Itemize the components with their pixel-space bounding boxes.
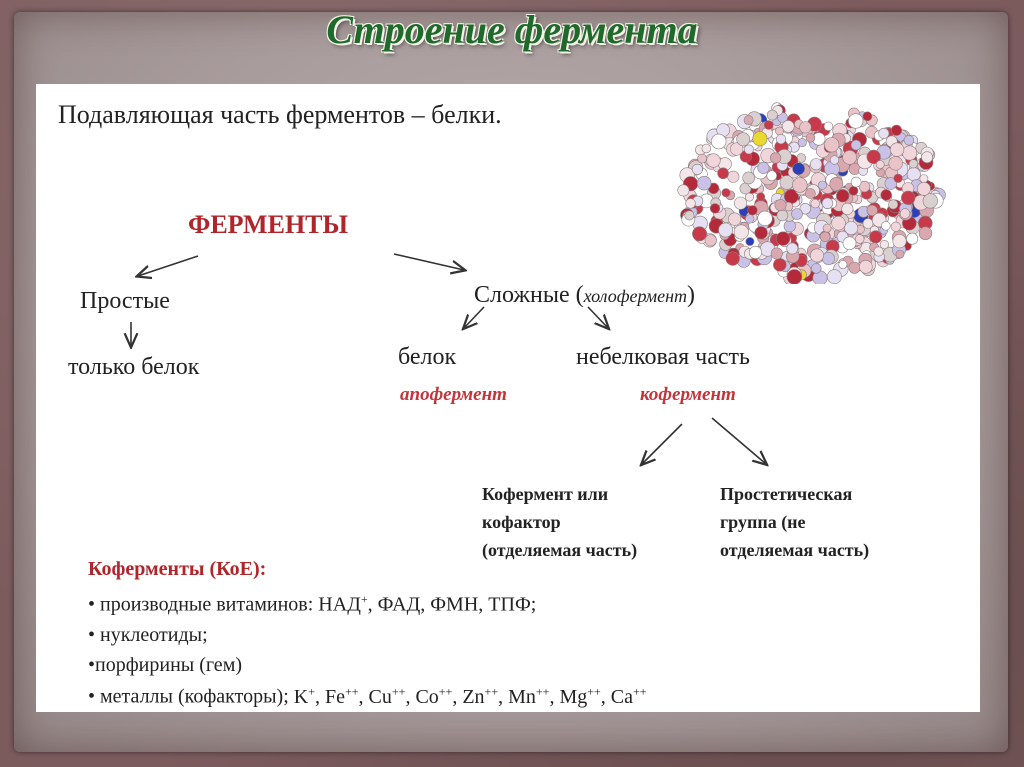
metal-charge: ++	[484, 684, 499, 698]
item1-text-b: , ФАД, ФМН, ТПФ;	[367, 593, 537, 616]
root-node: ФЕРМЕНТЫ	[188, 210, 349, 239]
metal-separator: ,	[498, 685, 509, 708]
metal-separator: ,	[549, 685, 560, 708]
arrow-coenzyme-right	[712, 418, 766, 464]
simple-node: Простые	[80, 288, 170, 314]
protein-node: белок	[398, 344, 457, 370]
metal-symbol: Ca	[610, 685, 633, 708]
metal-charge: ++	[587, 684, 601, 698]
metal-charge: ++	[345, 684, 359, 698]
metal-list	[294, 686, 647, 708]
metal-symbol: Fe	[325, 685, 345, 708]
complex-node	[474, 282, 695, 309]
protein-molecule-image	[672, 94, 950, 284]
branch-right-line: Простетическая	[720, 484, 853, 504]
slide-title: Строение фермента	[326, 7, 698, 52]
nad-charge: +	[360, 592, 368, 606]
metal-charge: ++	[633, 684, 647, 698]
metal-charge: ++	[391, 684, 406, 698]
metal-separator: ,	[600, 685, 611, 708]
metal-symbol: K	[293, 685, 309, 708]
arrow-root-complex	[394, 254, 464, 270]
branch-right-line: группа (не	[720, 512, 806, 532]
coenzyme-item-vitamins	[88, 592, 536, 617]
complex-paren-open: (	[575, 282, 584, 308]
slide-content	[36, 84, 980, 712]
simple-child-node: только белок	[68, 354, 200, 380]
complex-paren-close: )	[687, 282, 696, 308]
arrow-complex-nonprotein	[588, 307, 608, 328]
nonprotein-node: небелковая часть	[576, 344, 750, 370]
item4-prefix: • металлы (кофакторы);	[88, 685, 294, 708]
item1-text-a: • производные витаминов: НАД	[88, 593, 361, 616]
metal-symbol: Cu	[368, 685, 392, 708]
branch-right-line: отделяемая часть)	[720, 540, 870, 560]
branch-right-box	[720, 480, 869, 564]
metal-symbol: Co	[415, 685, 439, 708]
intro-text: Подавляющая часть ферментов – белки.	[58, 100, 502, 129]
apoenzyme-term: апофермент	[400, 384, 507, 405]
arrow-coenzyme-left	[642, 424, 682, 464]
metal-separator: ,	[405, 685, 416, 708]
holoenzyme-note: холофермент	[583, 286, 688, 306]
metal-charge: ++	[438, 684, 453, 698]
coenzyme-term: кофермент	[640, 384, 736, 405]
metal-symbol: Zn	[462, 685, 485, 708]
coenzyme-item-nucleotides: • нуклеотиды;	[88, 624, 208, 646]
metal-charge: ++	[535, 684, 550, 698]
metal-separator: ,	[452, 685, 463, 708]
complex-label: Сложные	[474, 282, 570, 308]
arrow-complex-protein	[464, 307, 484, 328]
coenzymes-heading: Коферменты (КоЕ):	[88, 558, 267, 580]
metal-separator: ,	[358, 685, 369, 708]
branch-left-line: Кофермент или	[482, 484, 609, 504]
branch-left-box	[482, 480, 637, 564]
coenzyme-item-porphyrins: •порфирины (гем)	[88, 654, 243, 676]
metal-separator: ,	[315, 685, 325, 708]
coenzyme-item-metals	[88, 684, 647, 709]
branch-left-line: кофактор	[482, 512, 561, 532]
metal-symbol: Mg	[559, 685, 588, 708]
branch-left-line: (отделяемая часть)	[482, 540, 638, 560]
arrow-root-simple	[138, 256, 198, 276]
metal-symbol: Mn	[508, 685, 536, 708]
metal-charge: +	[308, 684, 315, 698]
